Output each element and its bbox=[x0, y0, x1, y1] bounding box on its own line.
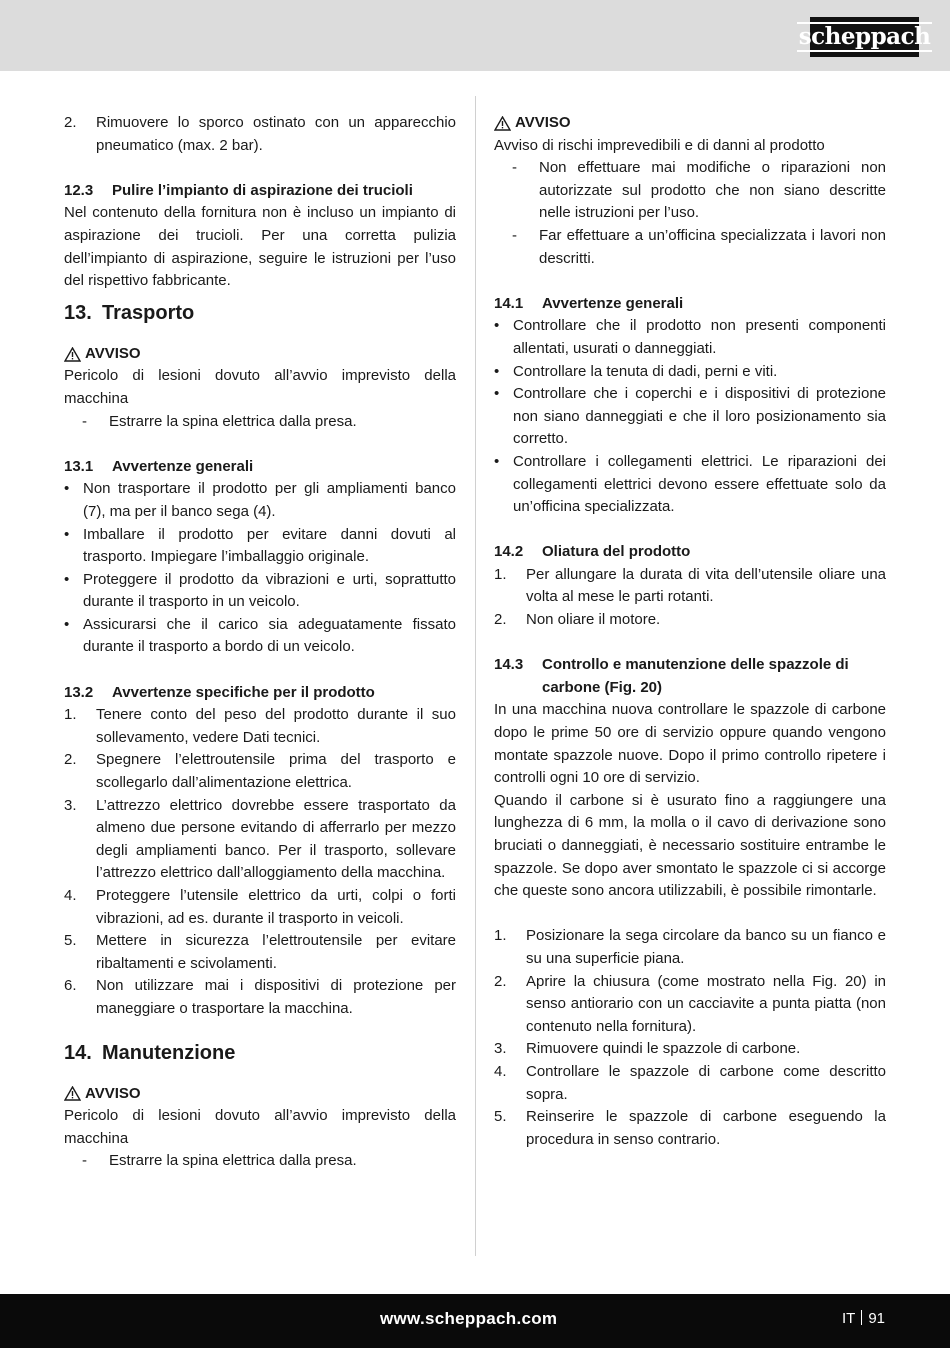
page-header bbox=[0, 0, 950, 71]
list-item: - Non effettuare mai modifiche o riparazioni non autorizzate sul prodotto che non siano descritte nelle istruzioni per l’uso. bbox=[512, 159, 886, 222]
subheading-13-1: 13.1 Avvertenze generali bbox=[64, 457, 254, 475]
warning-text: Pericolo di lesioni dovuto all’avvio imprevisto della macchina bbox=[64, 1107, 456, 1147]
paragraph: Quando il carbone si è usurato fino a raggiungere una lunghezza di 6 mm, la molla o il cavo di derivazione sono bruciati o danneggiati, è necessario sostituire entrambe le spazzole. Se dopo aver smontato le spazzole ci si accorge che queste sono ancora utilizzabili, è possibile rimontarle. bbox=[494, 791, 886, 900]
list-item: 5. Reinserire le spazzole di carbone eseguendo la procedura in senso contrario. bbox=[494, 1108, 886, 1148]
list-item: • Controllare i collegamenti elettrici. Le riparazioni dei collegamenti elettrici devono essere effettuate solo da un’officina specializzata. bbox=[494, 452, 886, 516]
brush-steps-list bbox=[494, 925, 886, 1151]
website-link[interactable]: www.scheppach.com bbox=[380, 1309, 558, 1328]
section-title-trasporto: 13. Trasporto bbox=[64, 301, 195, 324]
specific-notes-list bbox=[64, 704, 456, 1020]
page-number: IT 91 bbox=[842, 1310, 886, 1327]
list-item: 3. Rimuovere quindi le spazzole di carbone. bbox=[494, 1040, 801, 1058]
general-notes-list bbox=[64, 478, 456, 659]
list-item: • Proteggere il prodotto da vibrazioni e urti, soprattutto durante il trasporto in un veicolo. bbox=[64, 570, 456, 611]
list-item: 1. Posizionare la sega circolare da banco su un fianco e su una superficie piana. bbox=[494, 927, 886, 967]
list-item: 1. Tenere conto del peso del prodotto durante il suo sollevamento, vedere Dati tecnici. bbox=[64, 706, 456, 746]
warning-actions bbox=[64, 1150, 456, 1173]
cleaning-list bbox=[64, 112, 456, 157]
warning-triangle-icon bbox=[494, 116, 511, 131]
brand-logo: scheppach bbox=[810, 17, 919, 57]
paragraph: Nel contenuto della fornitura non è incluso un impianto di aspirazione dei trucioli. Per una corretta pulizia dell’impianto di aspirazione, seguire le istruzioni per l’uso del rispettivo fabbricante. bbox=[64, 204, 456, 290]
warning-text: Pericolo di lesioni dovuto all’avvio imprevisto della macchina bbox=[64, 367, 456, 407]
subheading-14-1: 14.1 Avvertenze generali bbox=[494, 294, 684, 312]
left-column bbox=[64, 112, 456, 1173]
warning-heading: AVVISO bbox=[64, 1083, 456, 1106]
warning-triangle-icon bbox=[64, 347, 81, 362]
list-item: • Imballare il prodotto per evitare danni dovuti al trasporto. Impiegare l’imballaggio originale. bbox=[64, 525, 456, 566]
oiling-list bbox=[494, 564, 886, 632]
warning-actions bbox=[494, 157, 886, 270]
subheading-13-2: 13.2 Avvertenze specifiche per il prodotto bbox=[64, 683, 375, 701]
list-item: 2. Rimuovere lo sporco ostinato con un apparecchio pneumatico (max. 2 bar). bbox=[64, 114, 456, 154]
subheading-14-3: 14.3 Controllo e manutenzione delle spazzole di carbone (Fig. 20) bbox=[494, 656, 849, 696]
list-item: 4. Controllare le spazzole di carbone come descritto sopra. bbox=[494, 1062, 886, 1103]
warning-heading: AVVISO bbox=[494, 112, 886, 135]
list-item: 2. Non oliare il motore. bbox=[494, 611, 661, 629]
subheading-14-2: 14.2 Oliatura del prodotto bbox=[494, 543, 691, 561]
list-item: 2. Aprire la chiusura (come mostrato nella Fig. 20) in senso antiorario con un cacciavite a punta piatta (non contenuto nella fornitura). bbox=[494, 972, 886, 1035]
maintenance-notes-list bbox=[494, 315, 886, 518]
list-item: - Far effettuare a un’officina specializzata i lavori non descritti. bbox=[512, 226, 886, 267]
list-item: • Controllare che i coperchi e i dispositivi di protezione non siano danneggiati e che il loro posizionamento sia corretto. bbox=[494, 385, 886, 448]
list-item: 2. Spegnere l’elettroutensile prima del trasporto e scollegarlo dall’alimentazione elettrica. bbox=[64, 751, 456, 792]
paragraph: In una macchina nuova controllare le spazzole di carbone dopo le prime 50 ore di servizio oppure quando vengono montate spazzole nuove. Dopo il primo controllo ripetere i controlli ogni 10 ore di servizio. bbox=[494, 701, 886, 787]
list-item: 6. Non utilizzare mai i dispositivi di protezione per maneggiare o trasportare la macchina. bbox=[64, 977, 456, 1017]
subheading-12-3: 12.3 Pulire l’impianto di aspirazione dei trucioli bbox=[64, 181, 413, 199]
list-item: 4. Proteggere l’utensile elettrico da urti, colpi o forti vibrazioni, ad es. durante il trasporto in veicoli. bbox=[64, 887, 456, 927]
list-item: • Controllare la tenuta di dadi, perni e viti. bbox=[494, 362, 778, 380]
list-item: • Assicurarsi che il carico sia adeguatamente fissato durante il trasporto a bordo di un veicolo. bbox=[64, 615, 456, 656]
list-item: • Non trasportare il prodotto per gli ampliamenti banco (7), ma per il banco sega (4). bbox=[64, 480, 456, 520]
list-item: 1. Per allungare la durata di vita dell’utensile oliare una volta al mese le parti rotanti. bbox=[494, 565, 886, 606]
list-item: - Estrarre la spina elettrica dalla presa. bbox=[82, 412, 357, 430]
list-item: - Estrarre la spina elettrica dalla presa. bbox=[82, 1152, 357, 1170]
list-item: • Controllare che il prodotto non presenti componenti allentati, usurati o danneggiati. bbox=[494, 317, 886, 357]
column-divider bbox=[475, 96, 476, 1256]
warning-text: Avviso di rischi imprevedibili e di danni al prodotto bbox=[494, 136, 825, 154]
warning-heading: AVVISO bbox=[64, 343, 456, 366]
right-column bbox=[494, 112, 886, 1151]
warning-actions bbox=[64, 411, 456, 434]
list-item: 3. L’attrezzo elettrico dovrebbe essere trasportato da almeno due persone evitando di afferrarlo per mezzo degli ampliamenti banco. Per il trasporto, sollevare l’attrezzo elettrico dall’alloggiamento della macchina. bbox=[64, 796, 456, 882]
list-item: 5. Mettere in sicurezza l’elettroutensile per evitare ribaltamenti e scivolamenti. bbox=[64, 932, 456, 972]
warning-triangle-icon bbox=[64, 1086, 81, 1101]
page-footer bbox=[0, 1294, 950, 1348]
section-title-manutenzione: 14. Manutenzione bbox=[64, 1041, 236, 1064]
